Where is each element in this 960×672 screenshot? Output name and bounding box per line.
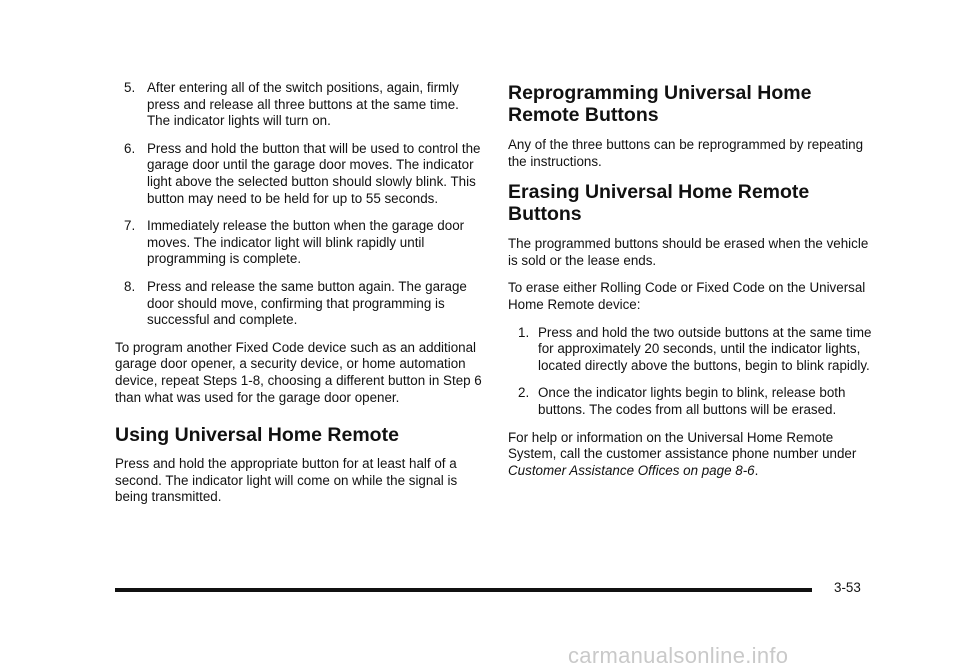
erasing-heading: Erasing Universal Home Remote Buttons	[508, 181, 810, 226]
step-number: 2.	[518, 385, 530, 401]
right-column	[508, 80, 876, 490]
erasing-paragraph-2: To erase either Rolling Code or Fixed Code on the Universal Home Remote device:	[508, 280, 866, 312]
reprogramming-heading: Reprogramming Universal Home Remote Buttons	[508, 82, 812, 126]
help-text: For help or information on the Universal Home Remote System, call the customer assistance phone number under	[508, 429, 857, 462]
step-number: 5.	[124, 80, 136, 95]
step-text: After entering all of the switch positions, again, firmly press and release all three buttons at the same time. The indicator lights will turn on.	[147, 80, 459, 129]
reprogramming-paragraph: Any of the three buttons can be reprogrammed by repeating the instructions.	[508, 137, 864, 169]
step-6	[115, 141, 483, 207]
step-number: 6.	[124, 140, 136, 156]
watermark: carmanualsonline.info	[568, 643, 789, 668]
step-text: Once the indicator lights begin to blink, release both buttons. The codes from all buttons will be erased.	[538, 385, 846, 417]
help-reference-link: Customer Assistance Offices on page 8-6	[508, 462, 755, 478]
step-text: Press and release the same button again. The garage door should move, confirming that programming is successful and complete.	[147, 278, 467, 328]
help-paragraph	[508, 430, 876, 480]
erasing-steps	[508, 325, 876, 419]
erase-step-1	[508, 325, 876, 375]
footer-rule	[115, 588, 812, 592]
step-text: Press and hold the two outside buttons at the same time for approximately 20 seconds, until the indicator lights, located directly above the buttons, begin to blink rapidly.	[538, 324, 872, 373]
step-number: 1.	[518, 324, 530, 340]
erasing-paragraph-1: The programmed buttons should be erased when the vehicle is sold or the lease ends.	[508, 236, 869, 268]
step-5	[115, 80, 483, 130]
using-remote-paragraph: Press and hold the appropriate button for at least half of a second. The indicator light will come on while the signal is being transmitted.	[115, 456, 458, 505]
step-number: 8.	[124, 278, 136, 294]
step-7	[115, 218, 483, 268]
help-end: .	[754, 462, 759, 478]
step-8	[115, 279, 483, 329]
using-remote-heading: Using Universal Home Remote	[115, 424, 399, 447]
step-text: Immediately release the button when the garage door moves. The indicator light will blink rapidly until programming is complete.	[147, 218, 465, 267]
erase-step-2	[508, 385, 876, 418]
step-number: 7.	[124, 218, 136, 234]
programming-steps	[115, 80, 483, 329]
left-column	[115, 80, 483, 517]
fixed-code-paragraph: To program another Fixed Code device such as an additional garage door opener, a security device, or home automation device, repeat Steps 1-8, choosing a different button in Step 6 than what was used for the garage door opener.	[115, 339, 482, 405]
step-text: Press and hold the button that will be used to control the garage door until the garage door moves. The indicator light above the selected button should slowly blink. This button may need to be held for up to 55 seconds.	[147, 140, 481, 206]
page-number: 3-53	[834, 580, 861, 595]
